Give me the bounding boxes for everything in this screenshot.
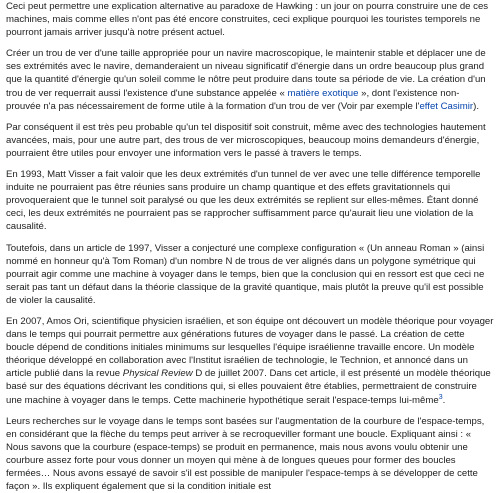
paragraph-text: En 1993, Matt Visser a fait valoir que les deux extrémités d'un tunnel de ver avec une telle différence temporelle induite ne pourraient pas être réunies sans produire un champ quantique et des effets gravitationnels qui provoqueraient que le tunnel soit paralysé ou que les deux extrémités se replient sur elles-mêmes. Étant donné ceci, les deux extrémités ne pourraient pas se rapprocher suffisamment parce qu'aurait lieu une violation de la causalité. <box>6 169 481 233</box>
paragraph-visser-1993 <box>6 168 494 233</box>
journal-title: Physical Review <box>122 368 193 380</box>
paragraph-roman-ring <box>6 242 494 307</box>
link-exotic-matter[interactable]: matière exotique <box>287 87 359 99</box>
reference-link[interactable]: 3 <box>438 393 443 401</box>
paragraph-spacetime-curvature <box>6 415 494 493</box>
paragraph-microscopic-wormholes <box>6 121 494 160</box>
paragraph-text: D de juillet 2007. Dans cet article, il est présenté un modèle théorique basé sur des équations décrivant les conditions qui, si elles pouvaient être établies, permettraient de construire une machine à voyager dans le temps. Cette machinerie hypothétique serait l'espace-temps lui-même <box>6 368 491 406</box>
link-casimir-effect[interactable]: effet Casimir <box>419 100 474 112</box>
paragraph-hawking-paradox <box>6 0 494 39</box>
paragraph-text: Ceci peut permettre une explication alternative au paradoxe de Hawking : un jour on pourra construire une de ces machines, mais comme elles n'ont pas été encore construites, ceci explique pourquoi les touristes temporels ne pourront jamais arriver jusqu'à notre présent actuel. <box>6 1 489 39</box>
paragraph-text: . <box>442 394 446 406</box>
paragraph-text: Toutefois, dans un article de 1997, Visser a conjecturé une complexe configuration « (Un anneau Roman » (ainsi nommé en honneur qu'à Tom Roman) d'un nombre N de trous de ver alignés dans un polygone symétrique qui pourrait agir comme une machine à voyager dans le temps, bien que la conclusion qui en ressort est que ceci ne serait pas tant un défaut dans la théorie classique de la gravité quantique, mais plutôt la preuve qu'il est possible de violer la causalité. <box>6 242 485 306</box>
paragraph-text: ). <box>473 100 479 112</box>
paragraph-amos-ori <box>6 315 494 407</box>
paragraph-text: En 2007, Amos Ori, scientifique physicien israélien, et son équipe ont découvert un modèle théorique pour voyager dans le temps qui pourrait permettre aux générations futures de voyager dans le passé. La création de cette boucle dépend de conditions initiales minimums sur lesquelles l'équipe israélienne travaille encore. Un modèle théorique développé en collaboration avec l'Institut israélien de technologie, le Technion, et annoncé dans un article publié dans la revue <box>6 315 494 380</box>
paragraph-wormhole-energy <box>6 47 494 112</box>
paragraph-text: Créer un trou de ver d'une taille appropriée pour un navire macroscopique, le maintenir stable et déplacer une de ses extrémités avec le navire, demanderaient un niveau significatif d'énergie dans un ordre beaucoup plus grand que la quantité d'énergie qu'un soleil comme le nôtre peut produire dans toute sa période de vie. La création d'un trou de ver requerrait aussi l'existence d'une substance appelée « <box>6 48 486 99</box>
paragraph-text: Par conséquent il est très peu probable qu'un tel dispositif soit construit, même avec des technologies hautement avancées, mais, pour une autre part, des trous de ver microscopiques, beaucoup moins demandeurs d'énergie, pourraient être utiles pour envoyer une information vers le passé à travers le temps. <box>6 121 486 159</box>
paragraph-text: », dont l'existence non-prouvée n'a pas nécessairement de forme utile à la formation d'un trou de ver (Voir par exemple l' <box>6 87 460 112</box>
paragraph-text: Leurs recherches sur le voyage dans le temps sont basées sur l'augmentation de la courbure de l'espace-temps, en considérant que la flèche du temps peut arriver à se recroqueviller formant une boucle. Expliquant ainsi : « Nous savons que la courbure (espace-temps) se produit en permanence, mais nous avons voulu obtenir une courbure assez forte pour vous donner un moyen qui mène à de longues queues pour former des boucles fermées… Nous avons essayé de savoir s'il est possible de manipuler l'espace-temps à se développer de cette façon ». Ils expliquent également que si la condition initiale est <box>6 415 485 493</box>
